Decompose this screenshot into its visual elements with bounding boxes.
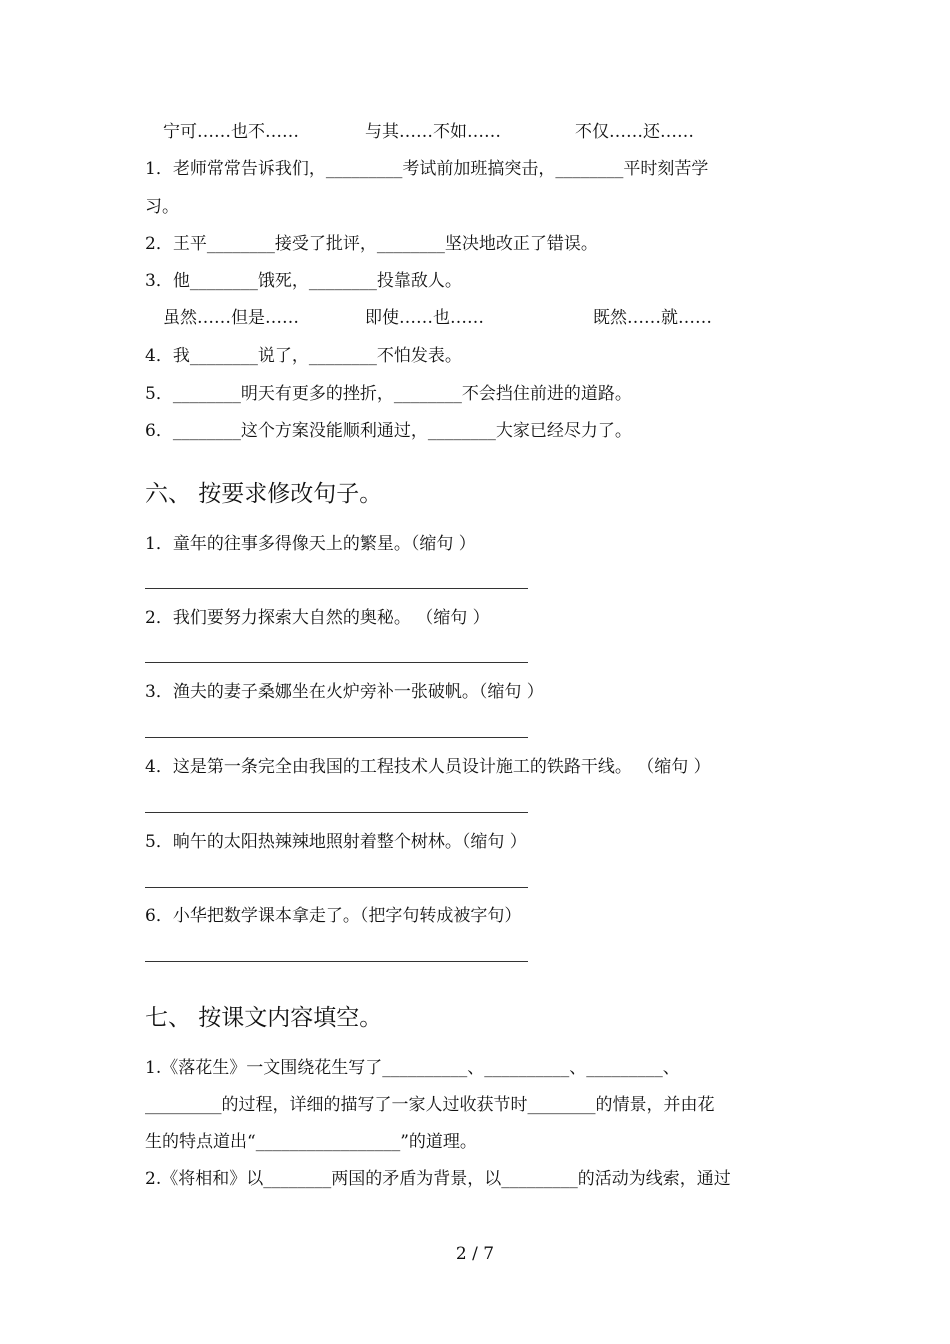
text-fill-line-3: 生的特点道出“_________________”的道理。: [145, 1132, 477, 1152]
answer-line-3[interactable]: [145, 737, 528, 738]
fill-item-3: 3．他________饿死，________投靠敌人。: [145, 271, 462, 291]
answer-line-4[interactable]: [145, 812, 528, 813]
rewrite-item-5: 5．晌午的太阳热辣辣地照射着整个树林。（缩句 ）: [145, 832, 527, 852]
text-fill-line-4: 2.《将相和》以________两国的矛盾为背景，以_________的活动为线索，通过: [145, 1169, 731, 1189]
fill-item-1-cont: 习。: [145, 197, 179, 217]
word-pair-4: 虽然……但是……: [163, 308, 299, 328]
word-pair-2: 与其……不如……: [365, 122, 501, 142]
word-pair-6: 既然……就……: [593, 308, 712, 328]
word-pair-5: 即使……也……: [365, 308, 484, 328]
answer-line-1[interactable]: [145, 588, 528, 589]
word-pair-1: 宁可……也不……: [163, 122, 299, 142]
fill-item-2: 2．王平________接受了批评，________坚决地改正了错误。: [145, 234, 598, 254]
text-fill-line-1: 1.《落花生》一文围绕花生写了__________、__________、_________、: [145, 1058, 680, 1078]
fill-item-4: 4．我________说了，________不怕发表。: [145, 346, 462, 366]
answer-line-5[interactable]: [145, 887, 528, 888]
rewrite-item-2: 2．我们要努力探索大自然的奥秘。 （缩句 ）: [145, 608, 490, 628]
section-7-heading: 七、 按课文内容填空。: [145, 1005, 383, 1031]
text-fill-line-2: _________的过程，详细的描写了一家人过收获节时________的情景，并由花: [145, 1095, 715, 1115]
answer-line-2[interactable]: [145, 662, 528, 663]
rewrite-item-3: 3．渔夫的妻子桑娜坐在火炉旁补一张破帆。（缩句 ）: [145, 682, 544, 702]
rewrite-item-4: 4．这是第一条完全由我国的工程技术人员设计施工的铁路干线。 （缩句 ）: [145, 757, 711, 777]
fill-item-6: 6．________这个方案没能顺利通过，________大家已经尽力了。: [145, 421, 632, 441]
section-6-heading: 六、 按要求修改句子。: [145, 481, 383, 507]
answer-line-6[interactable]: [145, 961, 528, 962]
page-number: 2 / 7: [455, 1244, 495, 1264]
fill-item-1: 1．老师常常告诉我们，_________考试前加班搞突击，________平时刻苦学: [145, 159, 709, 179]
fill-item-5: 5．________明天有更多的挫折，________不会挡住前进的道路。: [145, 384, 632, 404]
word-pair-3: 不仅……还……: [575, 122, 694, 142]
rewrite-item-6: 6．小华把数学课本拿走了。（把字句转成被字句）: [145, 906, 522, 926]
rewrite-item-1: 1．童年的往事多得像天上的繁星。（缩句 ）: [145, 534, 476, 554]
